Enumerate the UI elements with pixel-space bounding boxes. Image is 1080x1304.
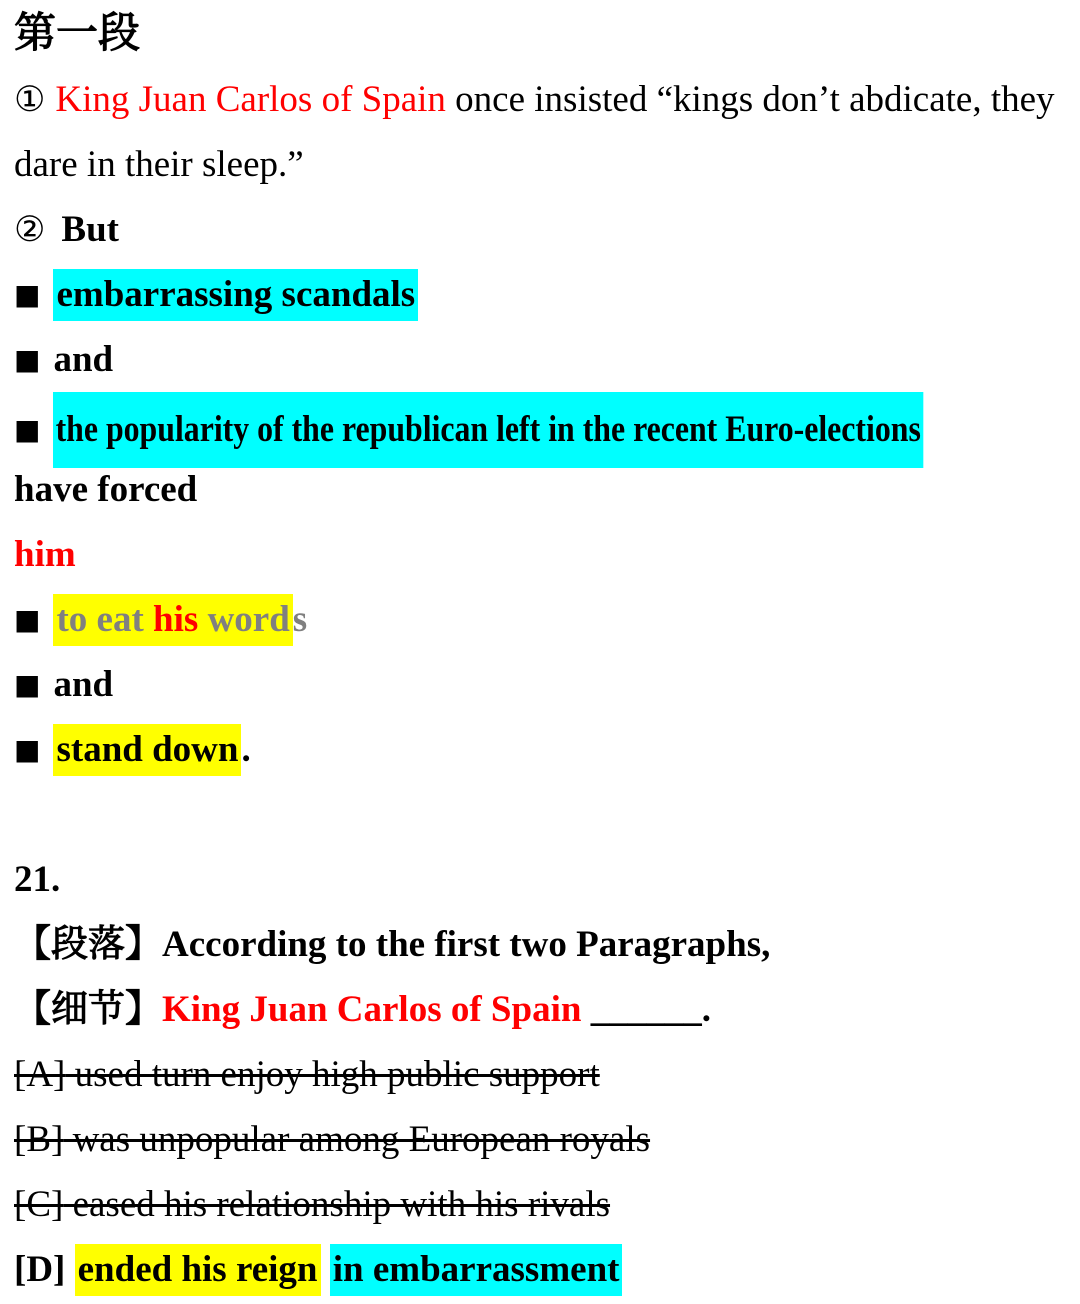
word-gray: word	[198, 599, 290, 640]
paragraph1-line2: dare in their sleep.”	[14, 144, 304, 185]
popularity-highlight: the popularity of the republican left in the recent Euro-elections	[53, 392, 923, 468]
paragraph1-line1-rest: once insisted “kings don’t abdicate, they	[455, 79, 1055, 120]
option-a	[14, 1054, 600, 1095]
bullet-item-and-2	[14, 652, 1080, 717]
paragraph2-but-line	[14, 197, 1080, 262]
paragraph1-line1	[14, 67, 1080, 132]
option-d-label: [D]	[14, 1249, 66, 1290]
detail-subject-red: King Juan Carlos of Spain	[162, 989, 582, 1030]
option-c-label: [C]	[14, 1184, 64, 1225]
paragraph-tag: 【段落】	[14, 924, 162, 965]
option-a-text: used turn enjoy high public support	[65, 1054, 600, 1095]
question-number: 21.	[14, 859, 61, 900]
paragraph-stem: According to the first two Paragraphs,	[162, 924, 771, 965]
option-b	[14, 1119, 650, 1160]
detail-blank: ______.	[590, 989, 711, 1030]
option-a-row	[14, 1042, 1080, 1107]
option-b-label: [B]	[14, 1119, 64, 1160]
bullet-item-and-1	[14, 327, 1080, 392]
question-paragraph-line	[14, 912, 1080, 977]
option-c-text: eased his relationship with his rivals	[63, 1184, 611, 1225]
and-text: and	[53, 664, 114, 705]
stand-down-highlight: stand down	[53, 724, 241, 776]
option-c	[14, 1184, 610, 1225]
to-eat-gray: to eat	[56, 599, 154, 640]
bullet-square-icon: ■	[14, 603, 41, 636]
bullet-item-scandals	[14, 262, 1080, 327]
and-text: and	[53, 339, 114, 380]
bullet-square-icon: ■	[14, 413, 41, 446]
him-line: him	[14, 534, 76, 575]
option-d-cyan-highlight: in embarrassment	[330, 1244, 623, 1296]
bullet-item-stand-down	[14, 717, 1080, 782]
section-heading: 第一段	[14, 11, 141, 57]
but-text: But	[61, 209, 119, 250]
option-d-row	[14, 1237, 1080, 1302]
bullet-square-icon: ■	[14, 668, 41, 701]
stand-down-period: .	[241, 729, 251, 770]
detail-tag: 【细节】	[14, 989, 162, 1030]
bullet-item-popularity	[14, 392, 1080, 457]
spacer	[14, 782, 1080, 847]
option-a-label: [A]	[14, 1054, 66, 1095]
option-d-yellow-highlight: ended his reign	[75, 1244, 321, 1296]
his-red: his	[153, 599, 199, 640]
option-b-text: was unpopular among European royals	[63, 1119, 651, 1160]
have-forced-line: have forced	[14, 469, 198, 510]
question-detail-line	[14, 977, 1080, 1042]
words-tail-gray: s	[292, 599, 308, 640]
king-name-red: King Juan Carlos of Spain	[55, 79, 446, 120]
bullet-square-icon: ■	[14, 278, 41, 311]
bullet-item-eat-words	[14, 587, 1080, 652]
option-c-row	[14, 1172, 1080, 1237]
scandals-highlight: embarrassing scandals	[53, 269, 418, 321]
option-b-row	[14, 1107, 1080, 1172]
bullet-square-icon: ■	[14, 733, 41, 766]
circled-1-marker: ①	[14, 80, 46, 120]
eat-words-highlight	[53, 594, 292, 646]
bullet-square-icon: ■	[14, 343, 41, 376]
circled-2-marker: ②	[14, 210, 46, 250]
